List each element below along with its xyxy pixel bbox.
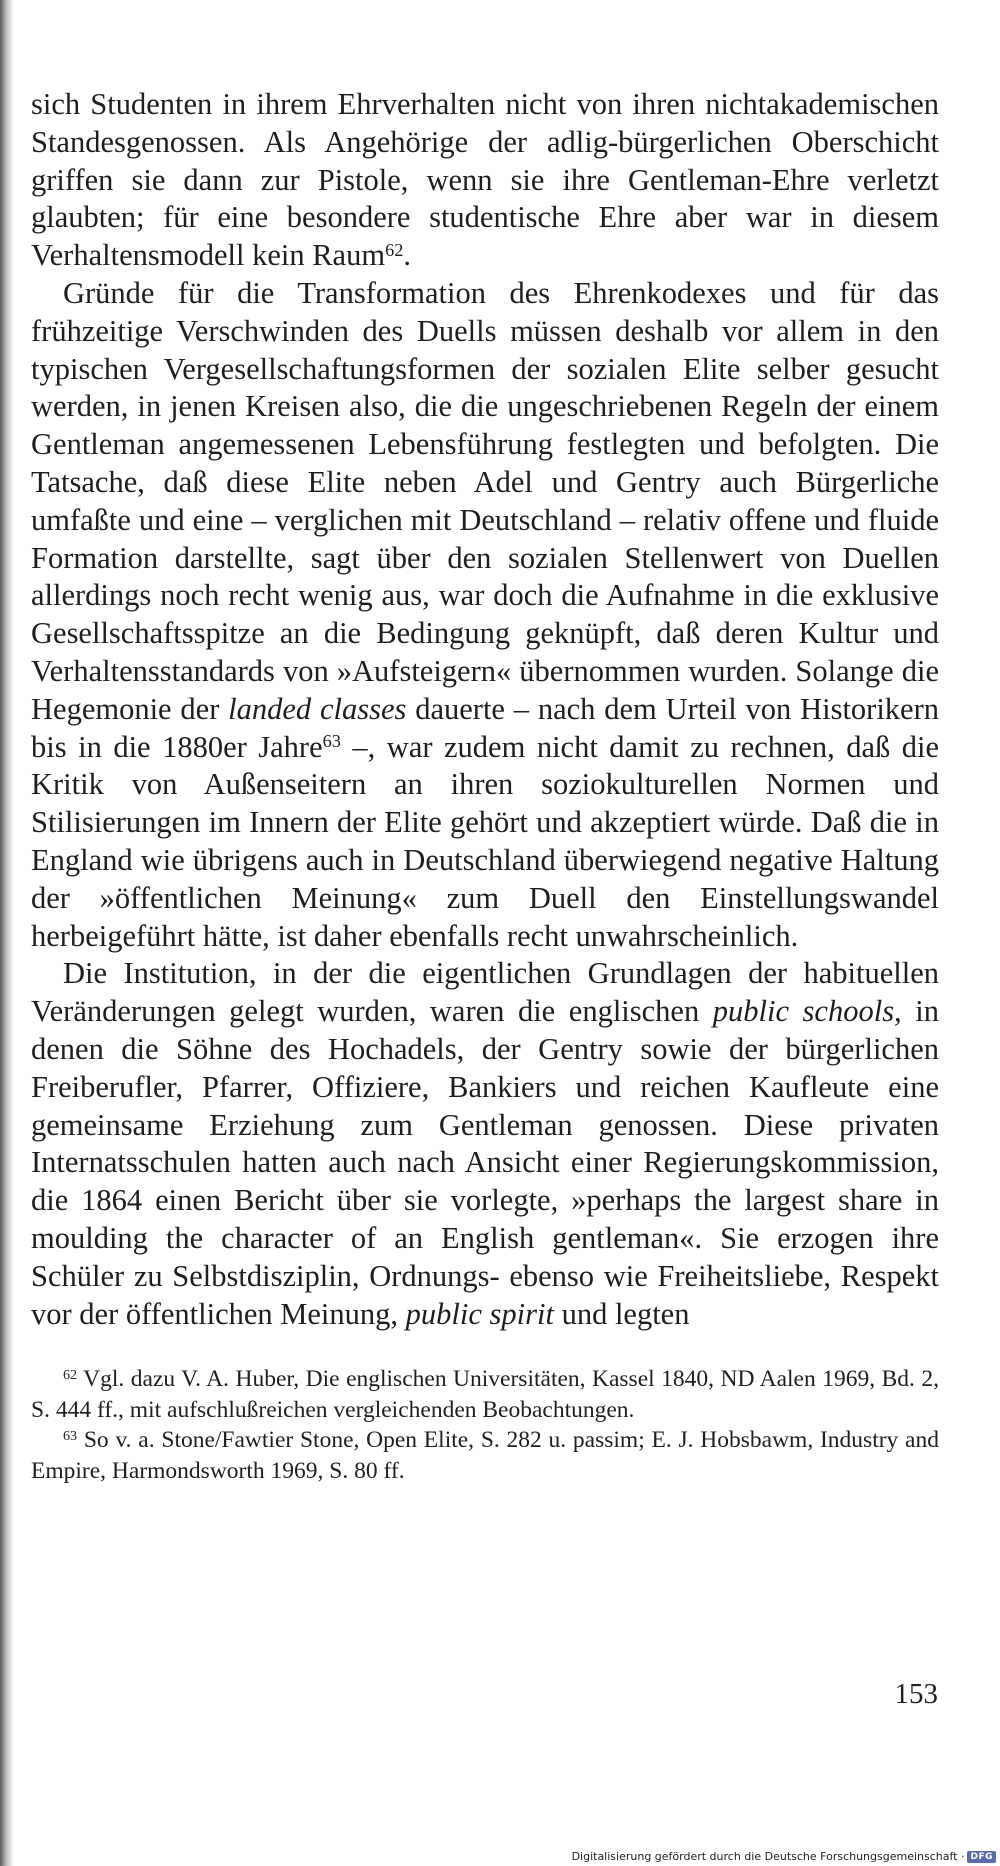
footnotes [31, 1364, 939, 1486]
paragraph-3 [31, 955, 939, 1333]
page-number: 153 [894, 1678, 938, 1710]
digitization-credit [572, 1850, 996, 1863]
footnote-marker: 63 [322, 731, 341, 752]
text-run: dauerte – nach dem Urteil von Historikern bis in die 1880er Jahre [31, 691, 940, 764]
text-run: –, war zudem nicht damit zu rechnen, daß die Kritik von Außenseitern an ihren soziokulturellen Normen und Stilisierungen im Innern der Elite gehört und akzeptiert würde. Daß die in England wie übrigens auch in Deutschland überwiegend negative Haltung der »öffentlichen Meinung« zum Duell den Einstellungswandel herbeigeführt hätte, ist daher ebenfalls recht unwahrscheinlich. [31, 729, 940, 953]
page-content [31, 86, 939, 1486]
footnote-marker: 63 [63, 1428, 78, 1445]
text-run: Gründe für die Transformation des Ehrenkodexes und für das frühzeitige Verschwinden des Duells müssen deshalb vor allem in den typischen Vergesellschaftungsformen der sozialen Elite selber gesucht werden, in jenen Kreisen also, die die ungeschriebenen Regeln der einem Gentleman angemessenen Lebensführung festlegten und befolgten. Die Tatsache, daß diese Elite neben Adel und Gentry auch Bürgerliche umfaßte und eine – verglichen mit Deutschland – relativ offene und fluide Formation darstellte, sagt über den sozialen Stellenwert von Duellen allerdings noch recht wenig aus, war doch die Aufnahme in die exklusive Gesellschaftsspitze an die Bedingung geknüpft, daß deren Kultur und Verhaltensstandards von »Aufsteigern« übernommen wurden. Solange die Hegemonie der [31, 275, 939, 726]
italic-term: landed classes [228, 691, 407, 726]
text-run: und legten [553, 1296, 690, 1331]
footnote-63 [31, 1425, 939, 1486]
paragraph-2 [31, 275, 939, 955]
text-run: . [403, 238, 411, 273]
footnote-marker: 62 [385, 240, 404, 261]
footnote-marker: 62 [63, 1367, 78, 1384]
italic-term: public schools, [712, 994, 902, 1029]
text-run: Die Institution, in der die eigentlichen Grundlagen der habituellen Veränderungen gelegt wurden, waren die englischen [31, 956, 939, 1029]
text-run: So v. a. Stone/Fawtier Stone, Open Elite, S. 282 u. passim; E. J. Hobsbawm, Industry and Empire, Harmondsworth 1969, S. 80 ff. [31, 1427, 939, 1484]
dfg-logo-icon: DFG [967, 1851, 996, 1863]
text-run: in denen die Söhne des Hochadels, der Gentry sowie der bürgerlichen Freiberufler, Pfarrer, Offiziere, Bankiers und reichen Kaufleute eine gemeinsame Erziehung zum Gentleman genossen. Diese privaten Internatsschulen hatten auch nach Ansicht einer Regierungskommission, die 1864 einen Bericht über sie vorlegte, »perhaps the largest share in moulding the character of an English gentleman«. Sie erzogen ihre Schüler zu Selbstdisziplin, Ordnungs- ebenso wie Freiheitsliebe, Respekt vor der öffentlichen Meinung, [31, 994, 939, 1331]
page-gutter-shadow [0, 0, 14, 1866]
italic-term: public spirit [405, 1296, 554, 1331]
credit-text: Digitalisierung gefördert durch die Deutsche Forschungsgemeinschaft · [571, 1850, 965, 1863]
paragraph-1 [31, 86, 939, 275]
text-run: sich Studenten in ihrem Ehrverhalten nicht von ihren nichtakademischen Standesgenossen. Als Angehörige der adlig-bürgerlichen Oberschicht griffen sie dann zur Pistole, wenn sie ihre Gentleman-Ehre verletzt glaubten; für eine besondere studentische Ehre aber war in diesem Verhaltensmodell kein Raum [31, 87, 939, 273]
text-run: Vgl. dazu V. A. Huber, Die englischen Universitäten, Kassel 1840, ND Aalen 1969, Bd. 2, S. 444 ff., mit aufschlußreichen vergleichenden Beobachtungen. [31, 1366, 939, 1423]
footnote-62 [31, 1364, 939, 1425]
